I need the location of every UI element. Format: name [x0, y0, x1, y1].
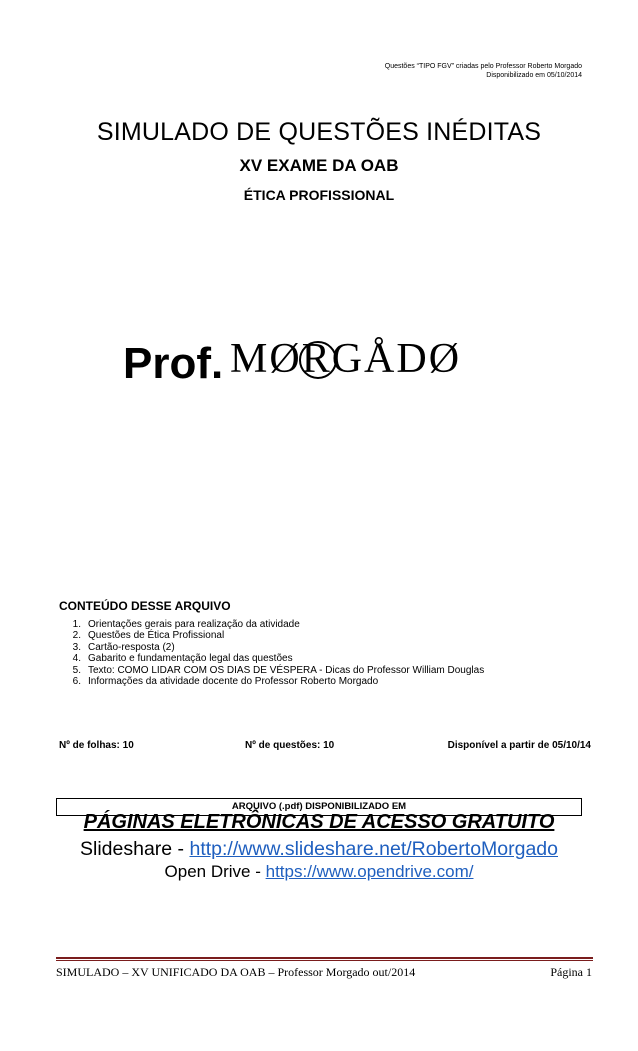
slideshare-label: Slideshare -: [80, 838, 190, 860]
sheet-count: Nº de folhas: 10: [59, 740, 134, 751]
list-item-number: 2.: [72, 630, 81, 642]
list-item-text: Questões de Ética Profissional: [88, 630, 225, 642]
exam-subtitle: XV EXAME DA OAB: [239, 156, 399, 175]
contents-title: CONTEÚDO DESSE ARQUIVO: [59, 599, 231, 613]
morgado-logo: [230, 333, 461, 385]
list-item: [59, 665, 484, 676]
contents-list: [59, 619, 484, 687]
page-number: Página 1: [550, 965, 592, 979]
list-item-number: 6.: [72, 676, 81, 688]
question-count: Nº de questões: 10: [245, 740, 335, 751]
footer-rule: [56, 957, 593, 959]
list-item: [59, 630, 484, 641]
availability-box: ARQUIVO (.pdf) DISPONIBILIZADO EM: [56, 798, 582, 816]
list-item-text: Orientações gerais para realização da atividade: [88, 619, 300, 630]
list-item: [59, 642, 484, 653]
document-title: SIMULADO DE QUESTÕES INÉDITAS: [96, 118, 542, 146]
page-header: [385, 62, 582, 80]
list-item-number: 3.: [72, 641, 81, 653]
subject-subtitle: ÉTICA PROFISSIONAL: [243, 187, 395, 203]
availability-heading: PÁGINAS ELETRÔNICAS DE ACESSO GRATUITO: [83, 811, 555, 833]
slideshare-line: [0, 838, 638, 861]
logo-part-2: GÅDØ: [331, 336, 462, 382]
list-item-text: Texto: COMO LIDAR COM OS DIAS DE VÉSPERA - Dicas do Professor William Douglas: [88, 664, 485, 676]
opendrive-link[interactable]: https://www.opendrive.com/: [265, 862, 474, 881]
logo-registered-mark: R: [302, 333, 332, 385]
list-item-number: 5.: [72, 664, 81, 676]
header-line-1: Questões “TIPO FGV” criadas pelo Professor Roberto Morgado: [384, 63, 582, 70]
opendrive-line: [0, 862, 638, 882]
slideshare-link[interactable]: http://www.slideshare.net/RobertoMorgado: [189, 838, 558, 860]
header-line-2: Disponibilizado em 05/10/2014: [486, 72, 582, 79]
prof-label: Prof.: [123, 339, 224, 388]
list-item: [59, 653, 484, 664]
available-date: Disponível a partir de 05/10/14: [447, 740, 591, 751]
logo-part-1: MØ: [230, 336, 302, 382]
list-item-number: 4.: [72, 653, 81, 665]
footer-rule-thin: [56, 960, 593, 961]
list-item-text: Gabarito e fundamentação legal das questões: [88, 653, 293, 665]
list-item-text: Informações da atividade docente do Professor Roberto Morgado: [88, 676, 379, 688]
list-item-number: 1.: [72, 619, 81, 630]
list-item-text: Cartão-resposta (2): [88, 641, 175, 653]
list-item: [59, 676, 484, 687]
footer-text: SIMULADO – XV UNIFICADO DA OAB – Professor Morgado out/2014: [56, 965, 416, 979]
opendrive-label: Open Drive -: [164, 862, 266, 881]
list-item: [59, 619, 484, 630]
